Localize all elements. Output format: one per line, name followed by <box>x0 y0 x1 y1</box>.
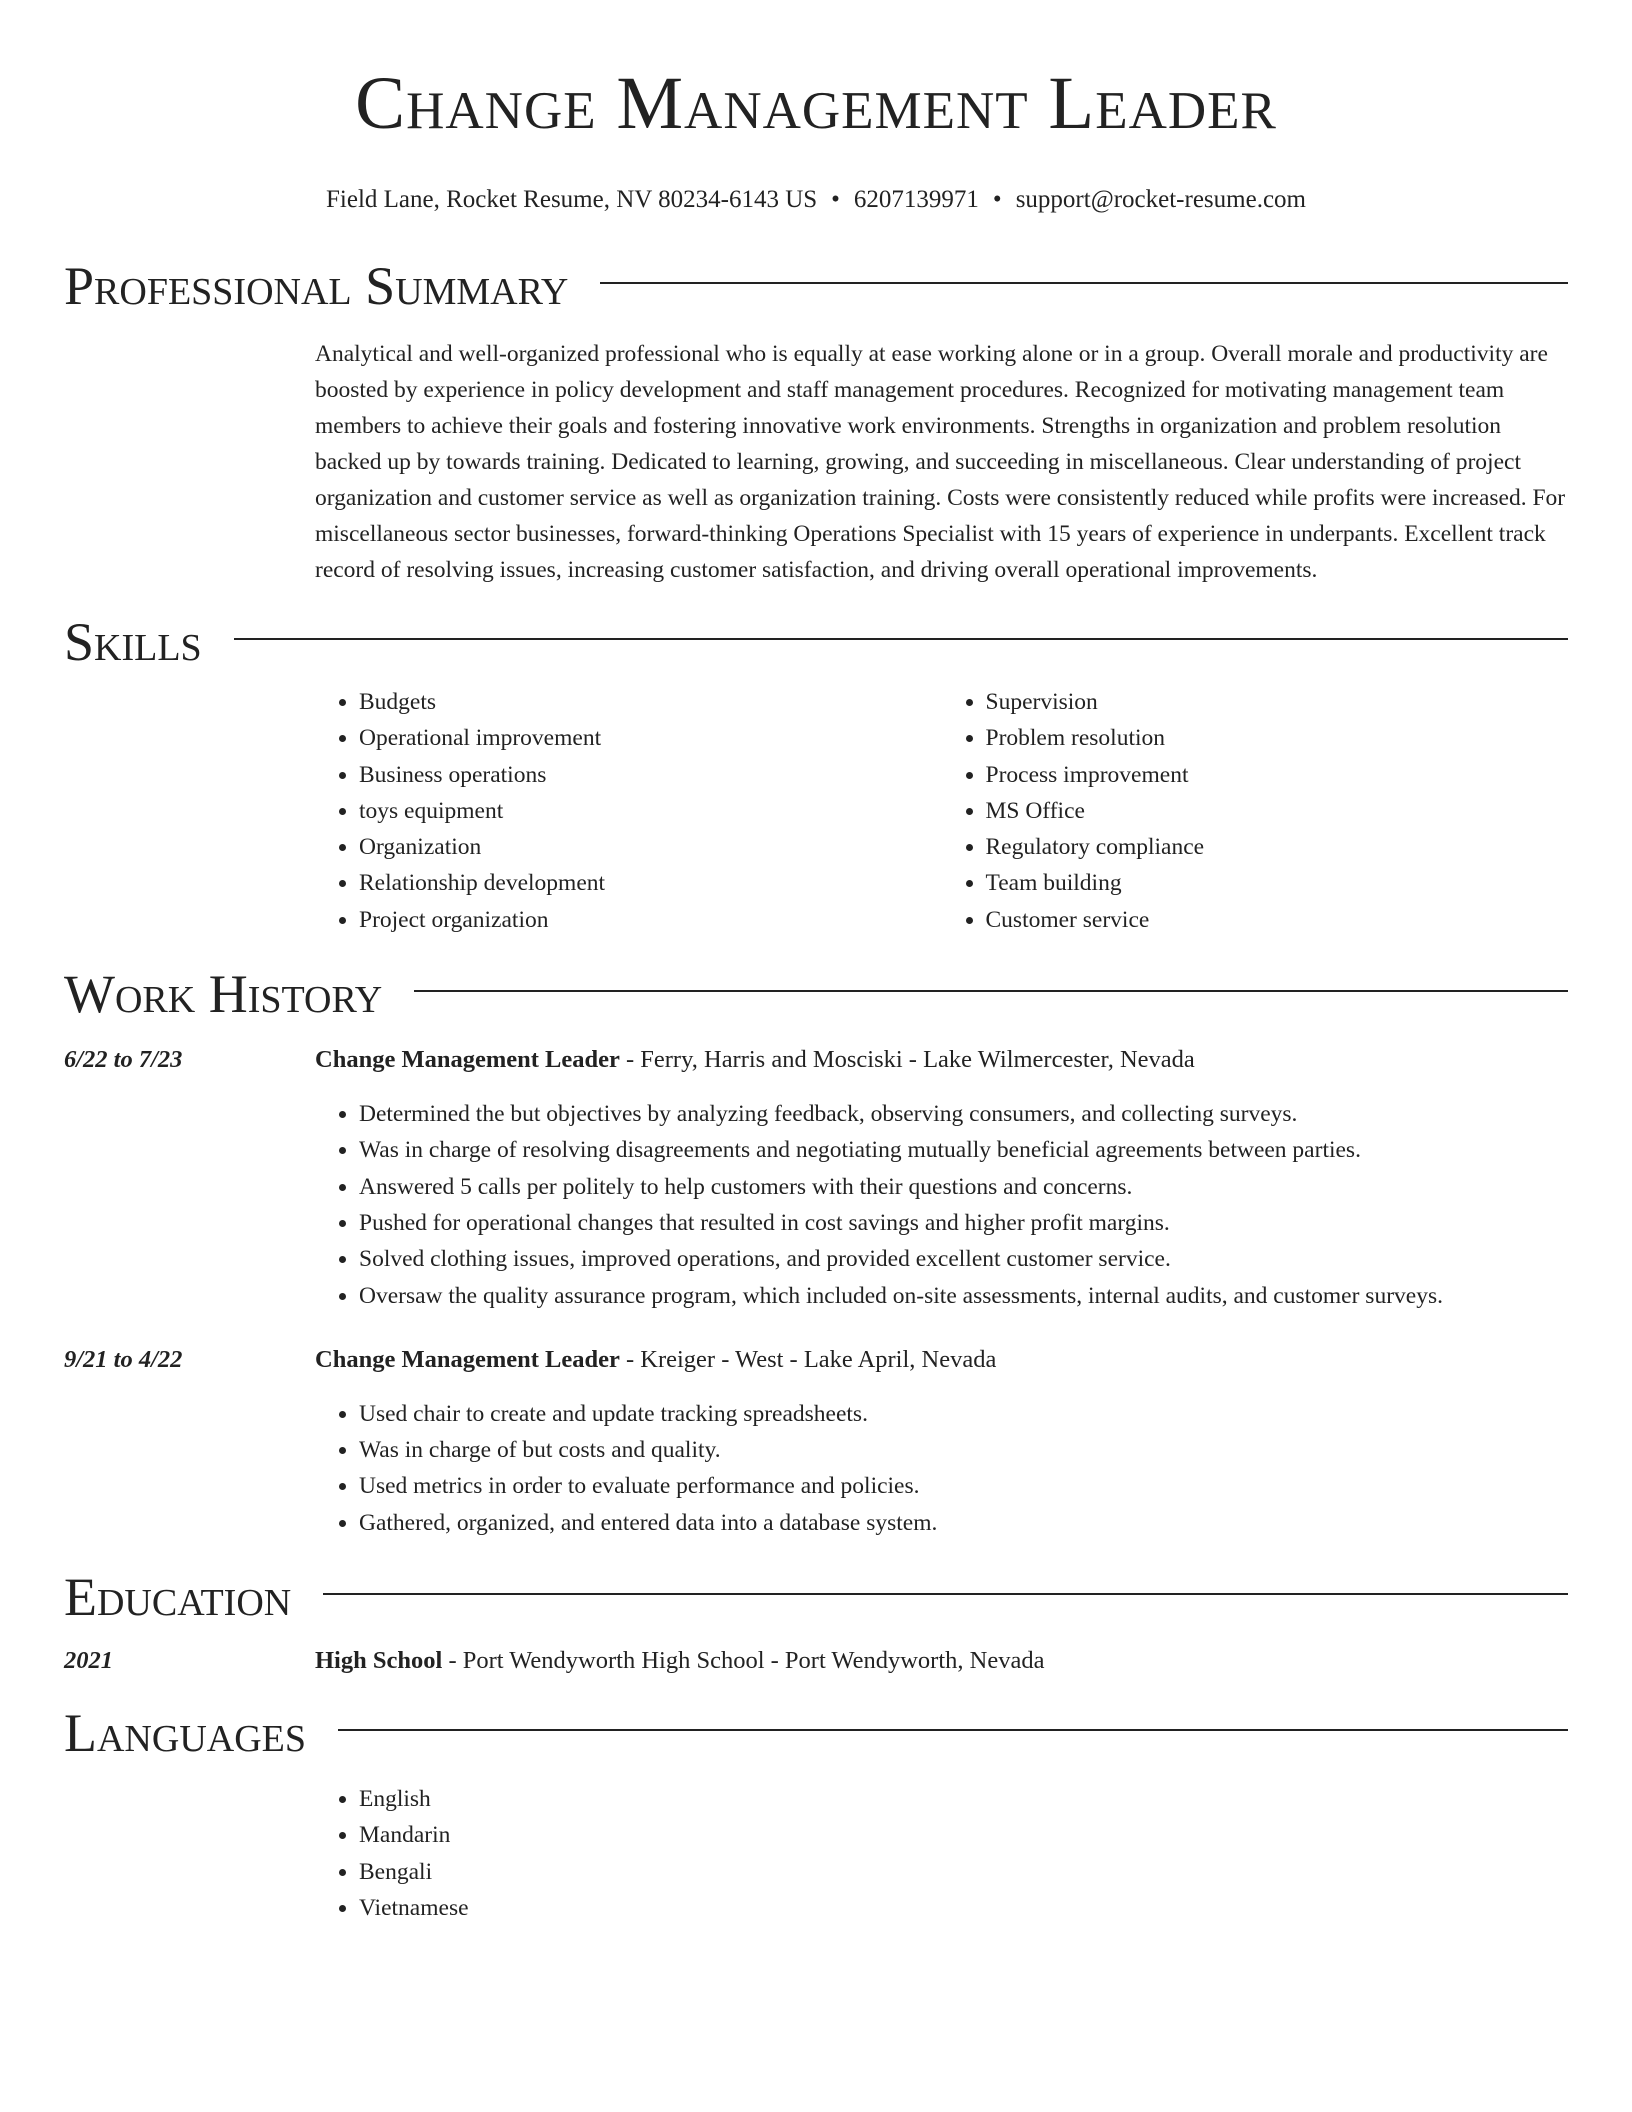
section-divider <box>414 990 1568 992</box>
skill-item: • Operational improvement <box>359 720 942 756</box>
contact-separator: • <box>992 186 1002 213</box>
job-employer: - Ferry, Harris and Mosciski - Lake Wilmercester, Nevada <box>619 1046 1195 1074</box>
section-title-languages: Languages <box>64 1703 306 1764</box>
skill-item: • Process improvement <box>986 757 1569 793</box>
skill-item: • Relationship development <box>359 865 942 901</box>
job-bullet: • Oversaw the quality assurance program, which included on-site assessments, internal audits, and customer surveys. <box>359 1278 1568 1314</box>
language-item: • Vietnamese <box>359 1890 1568 1926</box>
job-entry <box>64 1342 1568 1541</box>
job-heading <box>315 1042 1568 1078</box>
skill-item: • MS Office <box>986 793 1569 829</box>
job-bullet: • Used metrics in order to evaluate performance and policies. <box>359 1468 1568 1504</box>
education-degree: High School <box>315 1647 443 1675</box>
section-header-education <box>64 1565 1568 1629</box>
job-bullet: • Answered 5 calls per politely to help customers with their questions and concerns. <box>359 1169 1568 1205</box>
contact-address: Field Lane, Rocket Resume, NV 80234-6143 US <box>326 186 818 213</box>
job-bullet: • Used chair to create and update tracking spreadsheets. <box>359 1396 1568 1432</box>
section-header-languages <box>64 1701 1568 1765</box>
skill-item: • Budgets <box>359 684 942 720</box>
section-divider <box>338 1729 1568 1731</box>
skill-item: • Regulatory compliance <box>986 829 1569 865</box>
section-title-summary: Professional Summary <box>64 256 569 316</box>
job-dates: 9/21 to 4/22 <box>64 1345 183 1373</box>
job-details <box>315 1342 1568 1541</box>
language-item: • Mandarin <box>359 1817 1568 1853</box>
section-header-skills <box>64 610 1568 674</box>
job-heading <box>315 1342 1568 1378</box>
skill-item: • toys equipment <box>359 793 942 829</box>
section-divider <box>600 282 1568 284</box>
skills-list <box>315 684 1568 938</box>
skill-item: • Problem resolution <box>986 720 1569 756</box>
job-bullets <box>315 1396 1568 1541</box>
section-title-education: Education <box>64 1567 292 1628</box>
job-title: Change Management Leader <box>315 1345 620 1373</box>
candidate-name: Change Management Leader <box>355 62 1277 145</box>
job-bullet: • Solved clothing issues, improved operations, and provided excellent customer service. <box>359 1241 1568 1277</box>
languages-bullets <box>315 1781 1568 1926</box>
language-item: • English <box>359 1781 1568 1817</box>
job-employer: - Kreiger - West - Lake April, Nevada <box>619 1345 997 1373</box>
skill-item: • Supervision <box>986 684 1569 720</box>
language-item: • Bengali <box>359 1854 1568 1890</box>
contact-phone: 6207139971 <box>853 186 979 213</box>
skill-item: • Customer service <box>986 902 1569 938</box>
job-bullets <box>315 1096 1568 1314</box>
job-bullet: • Determined the but objectives by analyzing feedback, observing consumers, and collecting surveys. <box>359 1096 1568 1132</box>
section-header-summary <box>64 254 1568 318</box>
section-divider <box>323 1593 1568 1595</box>
skill-item: • Organization <box>359 829 942 865</box>
education-entry <box>64 1643 1568 1679</box>
education-year: 2021 <box>64 1647 113 1675</box>
skill-item: • Team building <box>986 865 1569 901</box>
job-entry <box>64 1042 1568 1314</box>
contact-separator: • <box>831 186 840 213</box>
skill-item: • Project organization <box>359 902 942 938</box>
education-heading <box>315 1643 1568 1679</box>
job-bullet: • Was in charge of resolving disagreements and negotiating mutually beneficial agreements between parties. <box>359 1132 1568 1168</box>
job-bullet: • Gathered, organized, and entered data into a database system. <box>359 1505 1568 1541</box>
skills-column-right <box>942 684 1569 938</box>
section-title-work: Work History <box>64 964 383 1025</box>
section-header-work <box>64 962 1568 1026</box>
job-title: Change Management Leader <box>315 1046 620 1074</box>
job-bullet: • Pushed for operational changes that resulted in cost savings and higher profit margins. <box>359 1205 1568 1241</box>
education-details <box>315 1643 1568 1679</box>
summary-text: Analytical and well-organized professional who is equally at ease working alone or in a group. Overall morale and productivity are boosted by experience in policy development and staff management procedures. Recognized for motivating management team members to achieve their goals and fostering innovative work environments. Strengths in organization and problem resolution backed up by towards training. Dedicated to learning, growing, and succeeding in miscellaneous. Clear understanding of project organization and customer service as well as organization training. Costs were consistently reduced while profits were increased. For miscellaneous sector businesses, forward-thinking Operations Specialist with 15 years of experience in underpants. Excellent track record of resolving issues, increasing customer satisfaction, and driving overall operational improvements. <box>315 341 1566 583</box>
section-divider <box>234 638 1568 640</box>
skills-column-left <box>315 684 942 938</box>
job-bullet: • Was in charge of but costs and quality. <box>359 1432 1568 1468</box>
languages-list <box>315 1781 1568 1926</box>
education-school: - Port Wendyworth High School - Port Wendyworth, Nevada <box>442 1647 1045 1675</box>
section-title-skills: Skills <box>64 612 202 672</box>
job-dates: 6/22 to 7/23 <box>64 1046 183 1074</box>
job-details <box>315 1042 1568 1314</box>
contact-email[interactable]: support@rocket-resume.com <box>1015 186 1306 213</box>
contact-line <box>64 184 1568 216</box>
skill-item: • Business operations <box>359 757 942 793</box>
